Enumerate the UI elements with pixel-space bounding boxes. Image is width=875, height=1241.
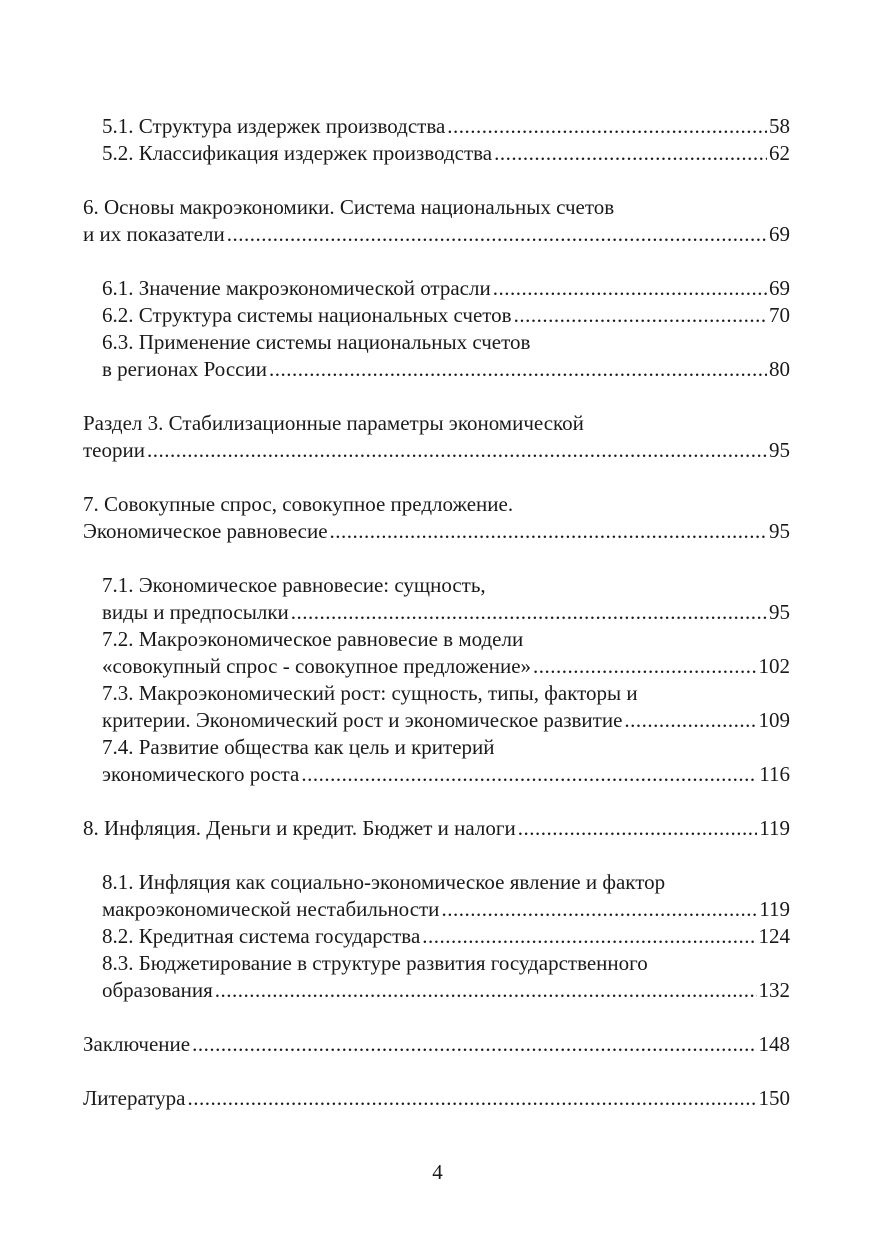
dot-leader: [518, 815, 758, 842]
toc-page-number: 124: [758, 924, 790, 948]
toc-line: [83, 221, 790, 248]
dot-leader: [227, 221, 767, 248]
toc-page-number: 119: [759, 897, 790, 921]
toc-entry-section-3[interactable]: [83, 410, 790, 464]
toc-line: [102, 896, 790, 923]
toc-entry-title-line2: и их показатели: [83, 222, 225, 246]
toc-line: [102, 599, 790, 626]
toc-entry-title: 5.1. Структура издержек производства: [102, 114, 446, 138]
toc-page-number: 62: [769, 141, 790, 165]
toc-entry-title-line2: виды и предпосылки: [102, 600, 289, 624]
toc-entry-title: 6.1. Значение макроэкономической отрасли: [102, 276, 491, 300]
toc-entry-title: 8. Инфляция. Деньги и кредит. Бюджет и налоги: [83, 816, 516, 840]
toc-entry-title-line1: 7.2. Макроэкономическое равновесие в модели: [102, 627, 524, 651]
toc-entry-title-line1: 7.3. Макроэкономический рост: сущность, типы, факторы и: [102, 681, 638, 705]
dot-leader: [422, 923, 756, 950]
dot-leader: [291, 599, 767, 626]
toc-entry-6[interactable]: [83, 194, 790, 248]
toc-line: [102, 977, 790, 1004]
toc-entry-6-1[interactable]: [83, 275, 790, 302]
toc-entry-title-line2: Экономическое равновесие: [83, 519, 328, 543]
dot-leader: [447, 113, 767, 140]
dot-leader: [493, 275, 767, 302]
dot-leader: [192, 1031, 756, 1058]
dot-leader: [147, 437, 767, 464]
toc-entry-title-line1: 8.3. Бюджетирование в структуре развития государственного: [102, 951, 648, 975]
toc-page-number: 95: [769, 438, 790, 462]
page-number: 4: [432, 1160, 443, 1184]
toc-entry-8[interactable]: [83, 815, 790, 842]
toc-entry-title-line1: Раздел 3. Стабилизационные параметры экономической: [83, 411, 584, 435]
toc-line: [102, 923, 790, 950]
toc-entry-6-3[interactable]: [83, 329, 790, 383]
dot-leader: [514, 302, 767, 329]
toc-page-number: 150: [758, 1086, 790, 1110]
toc-entry-conclusion[interactable]: [83, 1031, 790, 1058]
dot-leader: [441, 896, 757, 923]
toc-entry-7-1[interactable]: [83, 572, 790, 626]
toc-entry-title: 6.2. Структура системы национальных счетов: [102, 303, 512, 327]
toc-entry-8-1[interactable]: [83, 869, 790, 923]
toc-line: [102, 302, 790, 329]
toc-entry-title-line1: 8.1. Инфляция как социально-экономическое явление и фактор: [102, 870, 666, 894]
toc-line: [102, 140, 790, 167]
toc-page-number: 109: [758, 708, 790, 732]
toc-entry-title-line1: 6. Основы макроэкономики. Система национальных счетов: [83, 195, 615, 219]
toc-line: [102, 113, 790, 140]
dot-leader: [624, 707, 756, 734]
toc-entry-7-4[interactable]: [83, 734, 790, 788]
toc-line: [102, 707, 790, 734]
toc-page-number: 132: [758, 978, 790, 1002]
toc-line: [83, 1031, 790, 1058]
toc-entry-title: 8.2. Кредитная система государства: [102, 924, 421, 948]
toc-page-number: 102: [758, 654, 790, 678]
toc-entry-title-line1: 7.1. Экономическое равновесие: сущность,: [102, 573, 486, 597]
toc-entry-title: 5.2. Классификация издержек производства: [102, 141, 493, 165]
toc-line: [102, 275, 790, 302]
dot-leader: [187, 1085, 756, 1112]
toc-page-number: 119: [759, 816, 790, 840]
dot-leader: [215, 977, 757, 1004]
toc-entry-7-2[interactable]: [83, 626, 790, 680]
toc-entry-title-line2: в регионах России: [102, 357, 267, 381]
toc-entry-title-line1: 7.4. Развитие общества как цель и критерий: [102, 735, 495, 759]
toc-entry-6-2[interactable]: [83, 302, 790, 329]
toc-page-number: 69: [769, 222, 790, 246]
toc-entry-8-3[interactable]: [83, 950, 790, 1004]
dot-leader: [533, 653, 756, 680]
toc-entry-title-line1: 7. Совокупные спрос, совокупное предложение.: [83, 492, 514, 516]
toc-entry-7-3[interactable]: [83, 680, 790, 734]
toc-page-number: 95: [769, 519, 790, 543]
dot-leader: [494, 140, 767, 167]
toc-page-number: 70: [769, 303, 790, 327]
toc-entry-5-2[interactable]: [83, 140, 790, 167]
toc-line: [83, 815, 790, 842]
toc-entry-5-1[interactable]: [83, 113, 790, 140]
toc-line: [83, 1085, 790, 1112]
toc-page-number: 58: [769, 114, 790, 138]
toc-entry-title-line1: 6.3. Применение системы национальных счетов: [102, 330, 531, 354]
toc-line: [102, 761, 790, 788]
toc-entry-title: Заключение: [83, 1032, 191, 1056]
toc-line: [102, 356, 790, 383]
toc-entry-title-line2: теории: [83, 438, 145, 462]
toc-entry-title-line2: макроэкономической нестабильности: [102, 897, 440, 921]
toc-entry-literature[interactable]: [83, 1085, 790, 1112]
dot-leader: [269, 356, 767, 383]
toc-line: [102, 653, 790, 680]
toc-page-number: 80: [769, 357, 790, 381]
toc-page-number: 148: [758, 1032, 790, 1056]
toc-entry-title-line2: образования: [102, 978, 213, 1002]
toc-line: [83, 518, 790, 545]
toc-entry-title-line2: «совокупный спрос - совокупное предложение»: [102, 654, 532, 678]
toc-page-number: 95: [769, 600, 790, 624]
toc-entry-title-line2: экономического роста: [102, 762, 300, 786]
toc-page-number: 69: [769, 276, 790, 300]
toc-entry-7[interactable]: [83, 491, 790, 545]
toc-line: [83, 437, 790, 464]
dot-leader: [301, 761, 757, 788]
toc-entry-8-2[interactable]: [83, 923, 790, 950]
toc-entry-title: Литература: [83, 1086, 186, 1110]
dot-leader: [330, 518, 767, 545]
toc-entry-title-line2: критерии. Экономический рост и экономическое развитие: [102, 708, 623, 732]
table-of-contents: [83, 113, 790, 1112]
toc-page-number: 116: [759, 762, 790, 786]
